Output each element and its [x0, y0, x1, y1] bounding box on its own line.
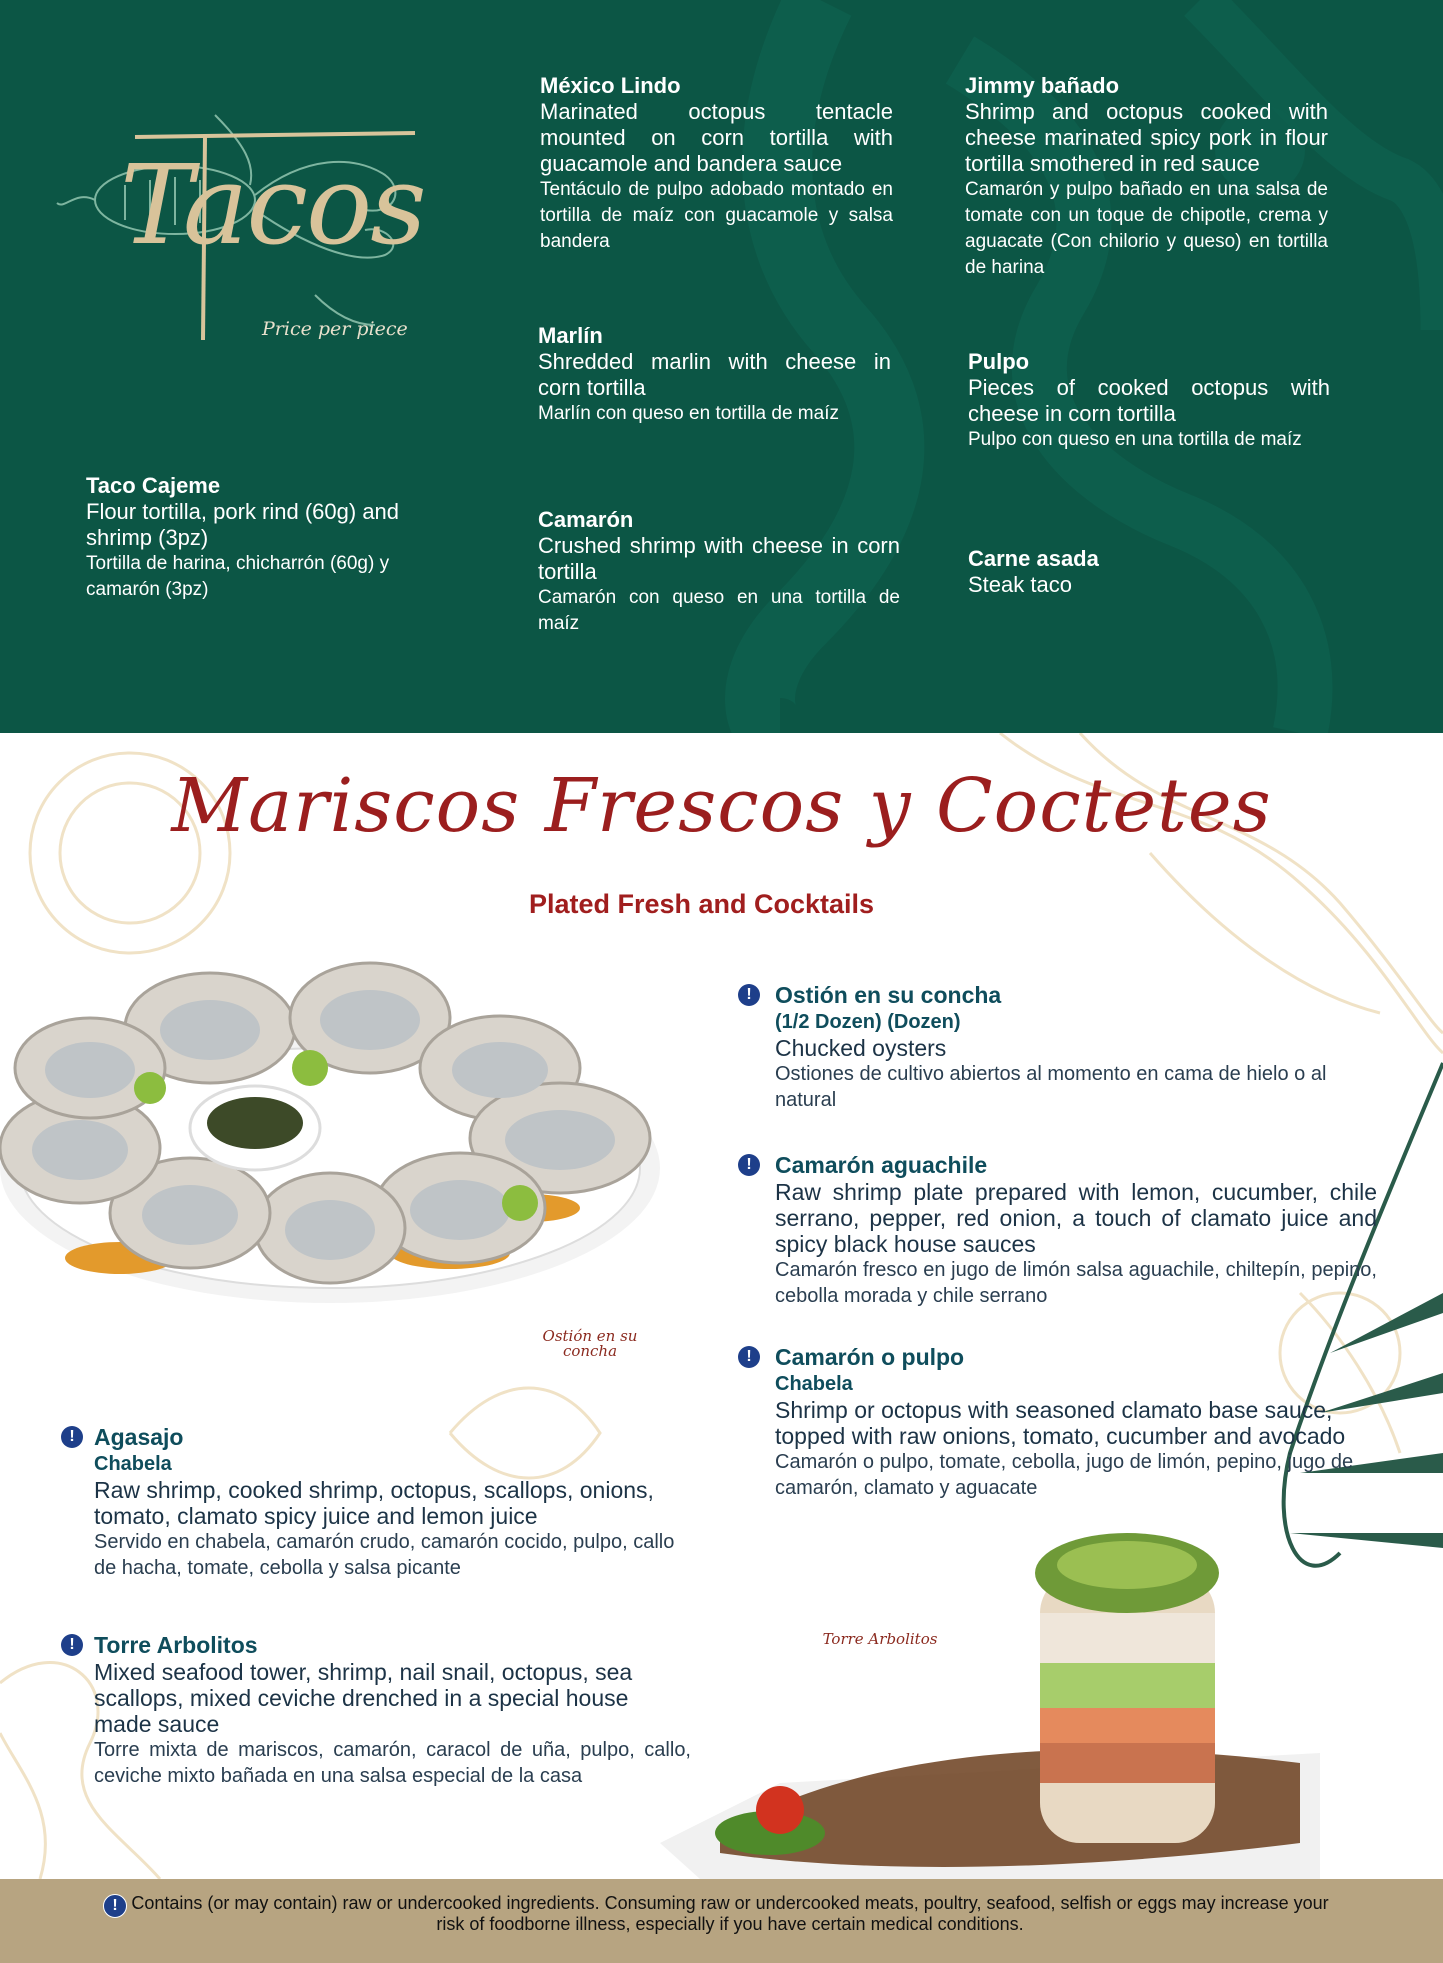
dish-description-es: Torre mixta de mariscos, camarón, caracol de uña, pulpo, callo, ceviche mixto bañada en una salsa especial de la casa [94, 1739, 691, 1787]
item-name: México Lindo [540, 73, 681, 98]
tacos-title: Tacos [120, 141, 425, 269]
item-description-es: Marlín con queso en tortilla de maíz [538, 403, 839, 424]
item-name: Carne asada [968, 546, 1099, 571]
section-subtitle: Plated Fresh and Cocktails [528, 889, 875, 919]
dish-name: Torre Arbolitos [94, 1632, 258, 1658]
item-description-en: Shrimp and octopus cooked with cheese marinated spicy pork in flour tortilla smothered in red sauce [965, 99, 1328, 176]
dish-serving-style: Chabela [775, 1373, 853, 1395]
item-description-es: Pulpo con queso en una tortilla de maíz [968, 429, 1302, 450]
dish-description-en: Chucked oysters [775, 1035, 947, 1061]
item-description-es: Camarón y pulpo bañado en una salsa de tomate con un toque de chipotle, crema y aguacate (Con chilorio y queso) en tortilla de harina [965, 179, 1328, 278]
dish-torre-arbolitos [94, 1631, 691, 1789]
item-description-en: Steak taco [968, 572, 1072, 597]
dish-camaron-aguachile [775, 1151, 1377, 1309]
dish-name: Ostión en su concha [775, 982, 1002, 1008]
taco-item-cajeme [86, 472, 456, 603]
item-description-en: Shredded marlin with cheese in corn tortilla [538, 349, 891, 400]
item-name: Camarón [538, 507, 634, 532]
raw-ingredient-alert-icon: ! [738, 1154, 760, 1176]
raw-ingredient-alert-icon: ! [738, 1346, 760, 1368]
raw-ingredient-alert-icon: ! [738, 984, 760, 1006]
item-name: Pulpo [968, 349, 1030, 374]
taco-item-camaron [538, 506, 900, 637]
torre-arbolitos-photo [660, 1503, 1320, 1879]
dish-description-en: Raw shrimp plate prepared with lemon, cucumber, chile serrano, pepper, red onion, a touch of clamato juice and spicy black house sauces [775, 1179, 1377, 1257]
taco-item-pulpo [968, 348, 1330, 453]
taco-item-mexico-lindo [540, 72, 893, 255]
item-name: Marlín [538, 323, 603, 348]
dish-agasajo [94, 1423, 694, 1581]
dish-description-en: Shrimp or octopus with seasoned clamato base sauce, topped with raw onions, tomato, cucumber and avocado [775, 1397, 1346, 1449]
item-description-es: Camarón con queso en una tortilla de maíz [538, 587, 900, 634]
oysters-photo [0, 958, 712, 1323]
dish-name: Camarón aguachile [775, 1152, 988, 1178]
dish-description-en: Raw shrimp, cooked shrimp, octopus, scallops, onions, tomato, clamato spicy juice and lemon juice [94, 1477, 654, 1529]
dish-description-en: Mixed seafood tower, shrimp, nail snail, octopus, sea scallops, mixed ceviche drenched in a special house made sauce [94, 1659, 633, 1737]
oysters-photo-caption: Ostión en su concha [542, 1327, 638, 1360]
item-description-es: Tentáculo de pulpo adobado montado en tortilla de maíz con guacamole y salsa bandera [540, 179, 893, 252]
dish-ostion-en-su-concha [775, 981, 1355, 1113]
dish-serving-style: Chabela [94, 1453, 172, 1475]
dish-description-es: Servido en chabela, camarón crudo, camarón cocido, pulpo, callo de hacha, tomate, cebolla y salsa picante [94, 1531, 675, 1579]
item-name: Jimmy bañado [965, 73, 1120, 98]
taco-item-jimmy-banado [965, 72, 1328, 281]
dish-description-es: Camarón o pulpo, tomate, cebolla, jugo de limón, pepino, jugo de camarón, clamato y aguacate [775, 1451, 1354, 1499]
dish-name: Agasajo [94, 1424, 184, 1450]
dish-description-es: Camarón fresco en jugo de limón salsa aguachile, chiltepín, pepino, cebolla morada y chile serrano [775, 1259, 1377, 1307]
disclaimer-text: Contains (or may contain) raw or undercooked ingredients. Consuming raw or undercooked meats, poultry, seafood, selfish or eggs may increase your risk of foodborne illness, especially if you have certain medical conditions. [131, 1893, 1329, 1934]
disclaimer-bar [0, 1879, 1443, 1963]
mariscos-section [0, 733, 1443, 1879]
dish-camaron-o-pulpo [775, 1343, 1377, 1501]
item-description-en: Marinated octopus tentacle mounted on corn tortilla with guacamole and bandera sauce [540, 99, 893, 176]
price-per-piece-note: Price per piece [262, 318, 408, 340]
item-description-en: Pieces of cooked octopus with cheese in corn tortilla [968, 375, 1330, 426]
item-name: Taco Cajeme [86, 473, 221, 498]
taco-item-carne-asada [968, 545, 1330, 598]
torre-arbolitos-caption: Torre Arbolitos [822, 1630, 938, 1648]
item-description-en: Crushed shrimp with cheese in corn tortilla [538, 533, 900, 584]
alert-icon: ! [103, 1894, 127, 1918]
dish-name: Camarón o pulpo [775, 1344, 965, 1370]
section-title-script: Mariscos Frescos y Coctetes [171, 763, 1272, 849]
item-description-en: Flour tortilla, pork rind (60g) and shrimp (3pz) [86, 499, 400, 550]
dish-portion: (1/2 Dozen) (Dozen) [775, 1011, 961, 1033]
tacos-section [0, 0, 1443, 733]
raw-ingredient-alert-icon: ! [61, 1426, 83, 1448]
item-description-es: Tortilla de harina, chicharrón (60g) y camarón (3pz) [86, 553, 390, 600]
taco-item-marlin [538, 322, 891, 427]
raw-ingredient-alert-icon: ! [61, 1634, 83, 1656]
dish-description-es: Ostiones de cultivo abiertos al momento en cama de hielo o al natural [775, 1063, 1327, 1111]
